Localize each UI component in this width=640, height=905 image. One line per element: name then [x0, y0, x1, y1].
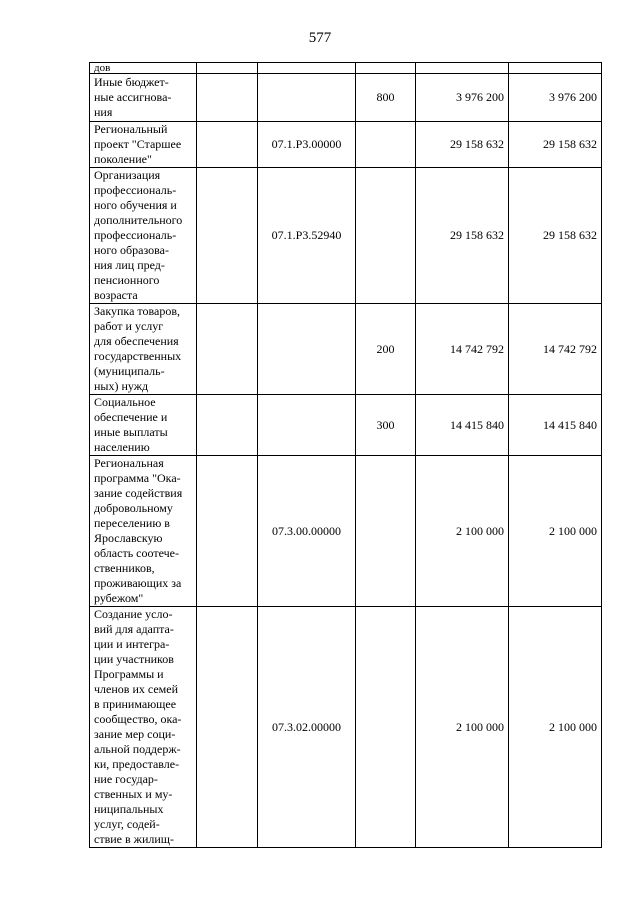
- row-sum2: 29 158 632: [509, 122, 602, 168]
- row-type: 800: [356, 74, 416, 122]
- row-sum2: 14 742 792: [509, 304, 602, 395]
- row-ved: [197, 168, 258, 304]
- row-code: 07.3.00.00000: [258, 456, 356, 607]
- row-name: Создание усло- вий для адапта- ции и интегра- ции участников Программы и членов их семей в принимающее сообщество, ока- зание мер соци- альной поддерж- ки, предоставле- ние государ- ственных и му- ниципальных услуг, содей- ствие в жилищ-: [90, 607, 197, 848]
- row-type: 300: [356, 395, 416, 456]
- row-type: [356, 607, 416, 848]
- row-sum2: 29 158 632: [509, 168, 602, 304]
- row-sum1: 14 415 840: [416, 395, 509, 456]
- row-code: [258, 395, 356, 456]
- row-sum2: 2 100 000: [509, 607, 602, 848]
- row-ved: [197, 395, 258, 456]
- row-ved: [197, 304, 258, 395]
- row-sum1: 29 158 632: [416, 122, 509, 168]
- table-row: [90, 168, 602, 304]
- row-sum2: 14 415 840: [509, 395, 602, 456]
- table-row: [90, 304, 602, 395]
- row-code: [258, 304, 356, 395]
- row-sum1: 29 158 632: [416, 168, 509, 304]
- row-name: Региональная программа "Ока- зание содействия добровольному переселению в Ярославскую область соотече- ственников, проживающих за рубежом": [90, 456, 197, 607]
- row-sum1: 14 742 792: [416, 304, 509, 395]
- row-sum1: 2 100 000: [416, 607, 509, 848]
- table-row: [90, 63, 602, 74]
- row-type: 200: [356, 304, 416, 395]
- row-sum1: [416, 63, 509, 74]
- row-ved: [197, 122, 258, 168]
- row-sum2: [509, 63, 602, 74]
- row-code: 07.1.P3.00000: [258, 122, 356, 168]
- row-sum1: 2 100 000: [416, 456, 509, 607]
- budget-table: [89, 62, 602, 848]
- table-row: [90, 74, 602, 122]
- row-type: [356, 456, 416, 607]
- row-sum2: 2 100 000: [509, 456, 602, 607]
- row-code: 07.3.02.00000: [258, 607, 356, 848]
- row-code: [258, 63, 356, 74]
- row-ved: [197, 63, 258, 74]
- row-name: Организация профессиональ- ного обучения и дополнительного профессиональ- ного образова- ния лиц пред- пенсионного возраста: [90, 168, 197, 304]
- row-sum1: 3 976 200: [416, 74, 509, 122]
- row-ved: [197, 607, 258, 848]
- row-ved: [197, 456, 258, 607]
- page-number: 577: [308, 30, 332, 46]
- table-row: [90, 122, 602, 168]
- row-type: [356, 122, 416, 168]
- row-name: Региональный проект "Старшее поколение": [90, 122, 197, 168]
- row-code: 07.1.P3.52940: [258, 168, 356, 304]
- row-ved: [197, 74, 258, 122]
- row-name: дов: [90, 63, 197, 74]
- row-sum2: 3 976 200: [509, 74, 602, 122]
- row-name: Социальное обеспечение и иные выплаты населению: [90, 395, 197, 456]
- row-name: Закупка товаров, работ и услуг для обеспечения государственных (муниципаль- ных) нужд: [90, 304, 197, 395]
- table-row: [90, 395, 602, 456]
- row-code: [258, 74, 356, 122]
- row-type: [356, 63, 416, 74]
- table-row: [90, 607, 602, 848]
- row-type: [356, 168, 416, 304]
- row-name: Иные бюджет- ные ассигнова- ния: [90, 74, 197, 122]
- table-row: [90, 456, 602, 607]
